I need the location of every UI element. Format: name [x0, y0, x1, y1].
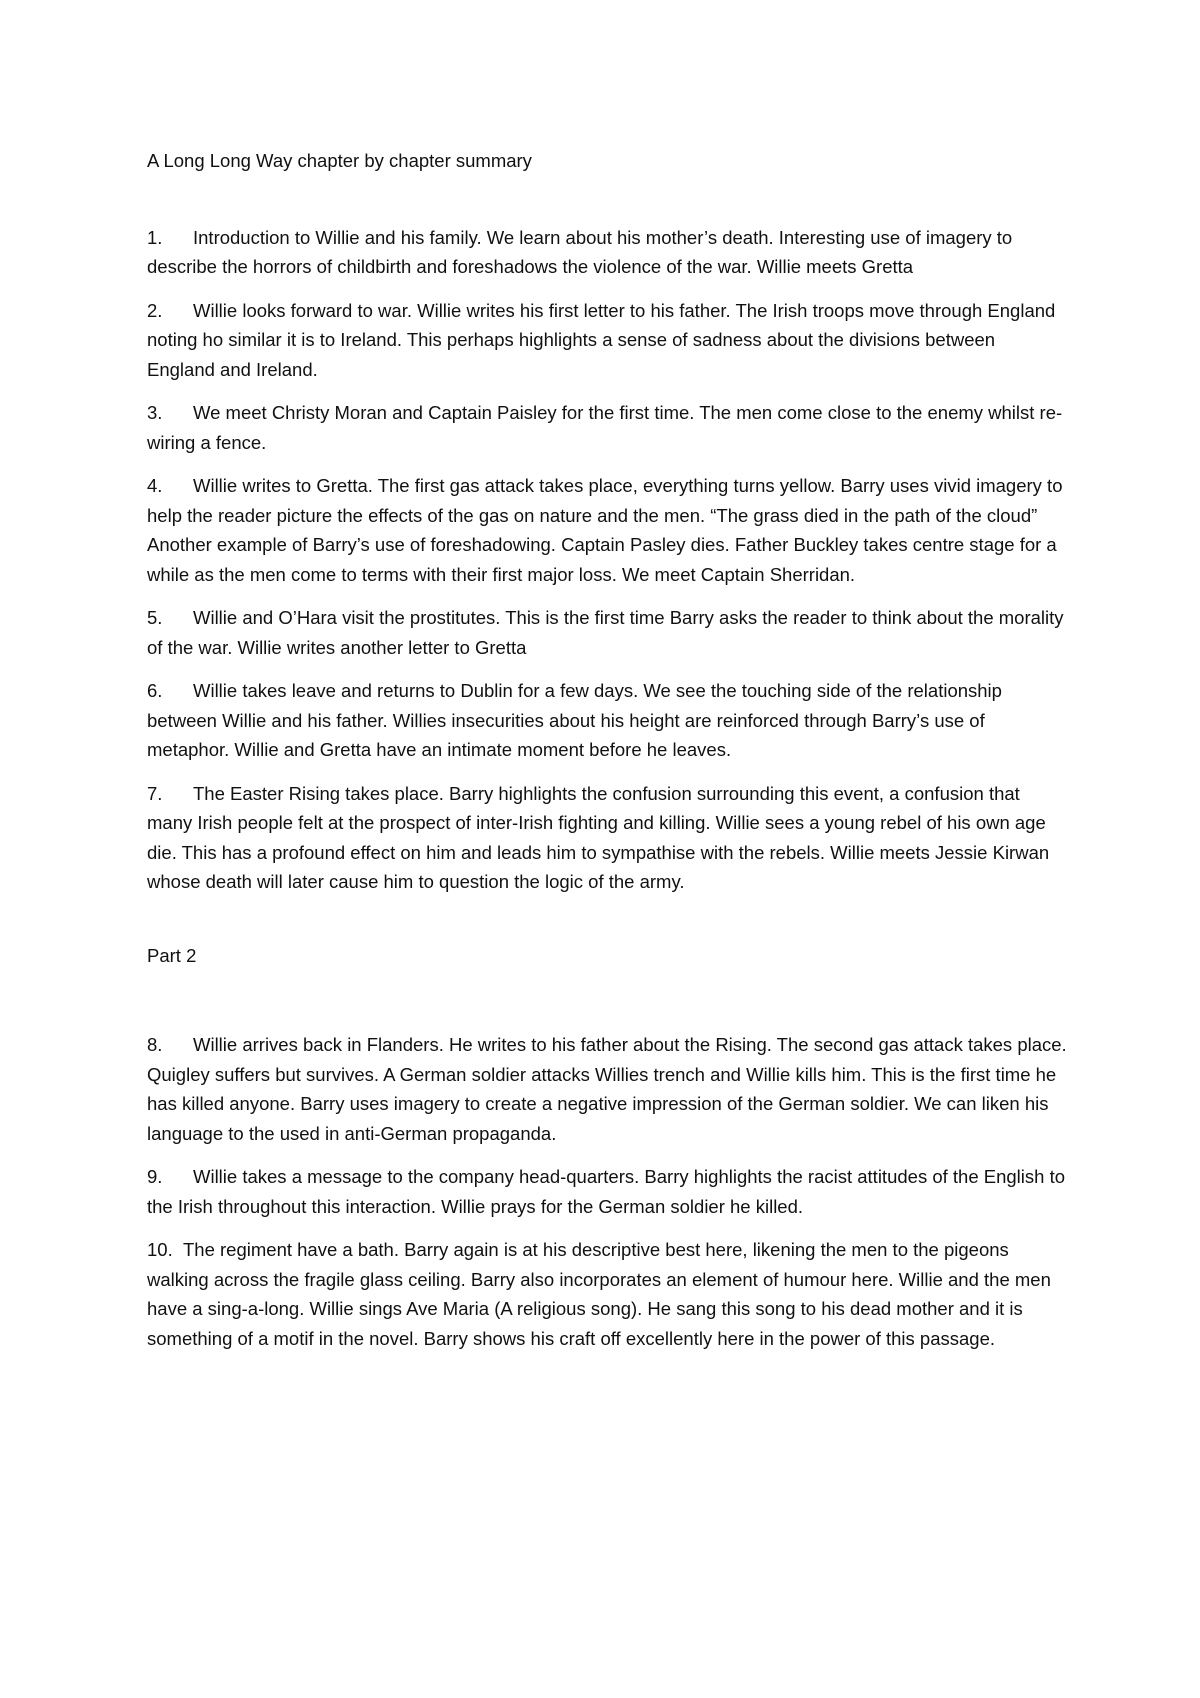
list-item	[147, 1030, 1067, 1148]
item-number: 1.	[147, 226, 163, 248]
item-text: Introduction to Willie and his family. We learn about his mother’s death. Interesting use of imagery to describe the horrors of childbirth and foreshadows the violence of the war. Willie meets Gretta	[147, 226, 1013, 277]
part-2-heading: Part 2	[147, 944, 197, 966]
part2-list	[147, 1030, 1067, 1353]
list-item	[147, 398, 1067, 457]
list-item	[147, 296, 1067, 385]
item-text: The Easter Rising takes place. Barry highlights the confusion surrounding this event, a confusion that many Irish people felt at the prospect of inter-Irish fighting and killing. Willie sees a young rebel of his own age die. This has a profound effect on him and leads him to sympathise with the rebels. Willie meets Jessie Kirwan whose death will later cause him to question the logic of the army.	[147, 782, 1050, 892]
document-title: A Long Long Way chapter by chapter summary	[147, 150, 532, 171]
list-item	[147, 223, 1067, 282]
item-text: Willie and O’Hara visit the prostitutes. This is the first time Barry asks the reader to think about the morality of the war. Willie writes another letter to Gretta	[147, 607, 1064, 658]
item-text: The regiment have a bath. Barry again is at his descriptive best here, likening the men to the pigeons walking across the fragile glass ceiling. Barry also incorporates an element of humour here. Willie and the men have a sing-a-long. Willie sings Ave Maria (A religious song). He sang this song to his dead mother and it is something of a motif in the novel. Barry shows his craft off excellently here in the power of this passage.	[147, 1239, 1051, 1349]
part1-list	[147, 223, 1067, 897]
item-text: Willie looks forward to war. Willie writes his first letter to his father. The Irish troops move through England noting ho similar it is to Ireland. This perhaps highlights a sense of sadness about the divisions between England and Ireland.	[147, 299, 1056, 380]
item-number: 10.	[147, 1239, 173, 1260]
list-item	[147, 471, 1067, 589]
item-number: 3.	[147, 402, 163, 423]
item-text: Willie takes leave and returns to Dublin for a few days. We see the touching side of the relationship between Willie and his father. Willies insecurities about his height are reinforced through Barry’s use of metaphor. Willie and Gretta have an intimate moment before he leaves.	[147, 680, 1002, 760]
item-text: We meet Christy Moran and Captain Paisley for the first time. The men come close to the enemy whilst re-wiring a fence.	[147, 402, 1063, 453]
list-item	[147, 1162, 1067, 1221]
item-text: Willie arrives back in Flanders. He writes to his father about the Rising. The second gas attack takes place. Quigley suffers but survives. A German soldier attacks Willies trench and Willie kills him. This is the first time he has killed anyone. Barry uses imagery to create a negative impression of the German soldier. We can liken his language to the used in anti-German propaganda.	[147, 1034, 1067, 1144]
item-number: 9.	[147, 1166, 163, 1187]
item-number: 2.	[147, 299, 163, 321]
list-item	[147, 603, 1067, 662]
list-item	[147, 676, 1067, 765]
list-item	[147, 1235, 1067, 1353]
item-number: 8.	[147, 1034, 163, 1055]
item-text: Willie writes to Gretta. The first gas attack takes place, everything turns yellow. Barry uses vivid imagery to help the reader picture the effects of the gas on nature and the men. “The grass died in the path of the cloud” Another example of Barry’s use of foreshadowing. Captain Pasley dies. Father Buckley takes centre stage for a while as the men come to terms with their first major loss. We meet Captain Sherridan.	[147, 475, 1063, 585]
item-number: 4.	[147, 475, 163, 496]
document-body	[147, 146, 1067, 1367]
item-number: 7.	[147, 782, 163, 804]
item-text: Willie takes a message to the company head-quarters. Barry highlights the racist attitudes of the English to the Irish throughout this interaction. Willie prays for the German soldier he killed.	[147, 1166, 1066, 1217]
item-number: 6.	[147, 680, 163, 701]
list-item	[147, 779, 1067, 897]
item-number: 5.	[147, 607, 163, 628]
